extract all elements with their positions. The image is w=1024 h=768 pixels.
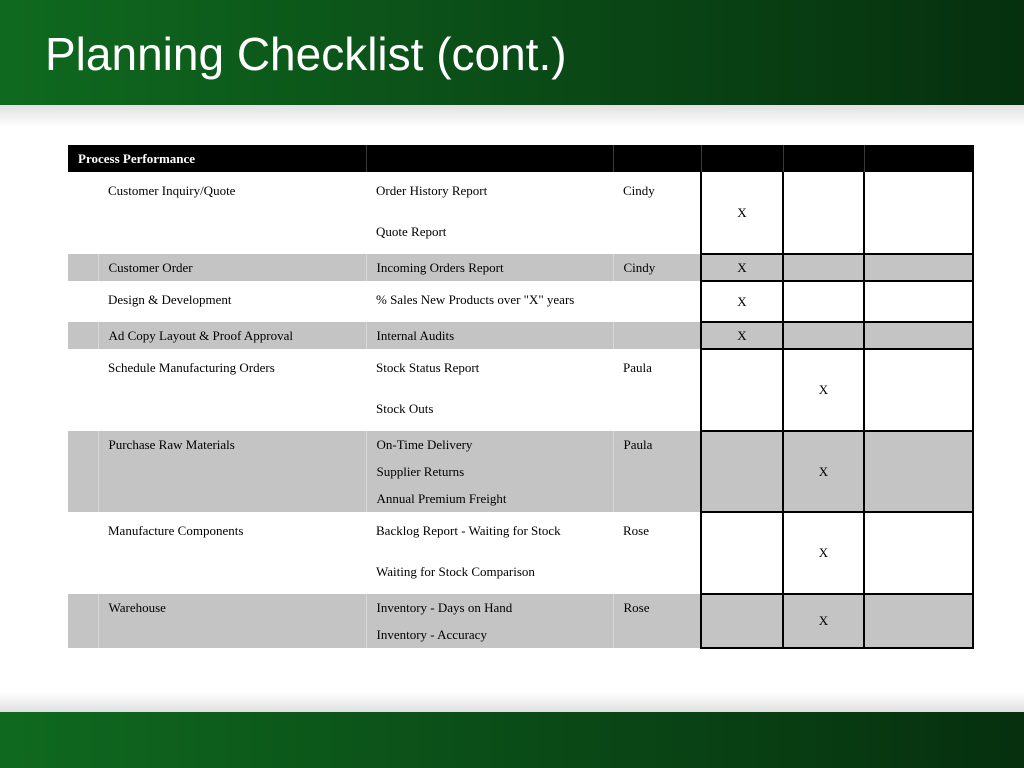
check-cell bbox=[864, 349, 973, 431]
indent-cell bbox=[68, 594, 98, 621]
report-cell: Stock Status Report bbox=[376, 360, 480, 375]
process-cell bbox=[98, 485, 366, 512]
report-cell: Order History Report bbox=[376, 183, 488, 198]
table-row bbox=[68, 254, 973, 281]
footer-shadow bbox=[0, 692, 1024, 712]
process-cell bbox=[98, 621, 366, 648]
header-cell bbox=[783, 145, 864, 172]
report-cell: Waiting for Stock Comparison bbox=[376, 564, 535, 579]
report-cell: Internal Audits bbox=[366, 322, 613, 349]
report-cell: Inventory - Accuracy bbox=[366, 621, 613, 648]
indent-cell bbox=[68, 485, 98, 512]
section-header-row bbox=[68, 145, 973, 172]
report-cell: Supplier Returns bbox=[366, 458, 613, 485]
process-cell: Customer Order bbox=[98, 254, 366, 281]
check-mark-cell: X bbox=[701, 172, 783, 254]
owner-cell bbox=[613, 322, 701, 349]
process-cell: Design & Development bbox=[108, 292, 232, 307]
title-bar bbox=[0, 0, 1024, 105]
process-cell: Manufacture Components bbox=[108, 523, 244, 538]
table-row bbox=[68, 431, 973, 458]
owner-cell: Cindy bbox=[623, 183, 655, 198]
report-cell: Inventory - Days on Hand bbox=[366, 594, 613, 621]
check-cell bbox=[864, 594, 973, 648]
check-cell bbox=[864, 254, 973, 281]
report-cell: Incoming Orders Report bbox=[366, 254, 613, 281]
indent-cell bbox=[68, 322, 98, 349]
table-row bbox=[68, 349, 973, 390]
check-cell bbox=[701, 349, 783, 431]
process-cell: Schedule Manufacturing Orders bbox=[108, 360, 275, 375]
planning-checklist-table bbox=[68, 145, 974, 649]
report-cell: Stock Outs bbox=[376, 401, 434, 416]
header-cell bbox=[864, 145, 973, 172]
owner-cell bbox=[613, 553, 701, 594]
section-header: Process Performance bbox=[68, 145, 366, 172]
check-cell bbox=[783, 322, 864, 349]
owner-cell bbox=[613, 485, 701, 512]
indent-cell bbox=[68, 431, 98, 458]
check-mark-cell: X bbox=[701, 254, 783, 281]
check-cell bbox=[783, 254, 864, 281]
owner-cell: Rose bbox=[623, 523, 649, 538]
process-cell bbox=[98, 390, 366, 431]
check-cell bbox=[783, 281, 864, 322]
owner-cell: Paula bbox=[623, 360, 652, 375]
check-cell bbox=[701, 594, 783, 648]
indent-cell bbox=[68, 512, 98, 553]
indent-cell bbox=[68, 621, 98, 648]
title-shadow bbox=[0, 105, 1024, 127]
table-row bbox=[68, 281, 973, 322]
indent-cell bbox=[68, 390, 98, 431]
check-mark-cell: X bbox=[701, 322, 783, 349]
check-cell bbox=[864, 172, 973, 254]
indent-cell bbox=[68, 281, 98, 322]
table-row bbox=[68, 512, 973, 553]
header-cell bbox=[701, 145, 783, 172]
check-mark-cell: X bbox=[783, 594, 864, 648]
process-cell: Warehouse bbox=[98, 594, 366, 621]
check-cell bbox=[864, 431, 973, 512]
report-cell: Backlog Report - Waiting for Stock bbox=[376, 523, 561, 538]
table-row bbox=[68, 594, 973, 621]
owner-cell bbox=[613, 390, 701, 431]
owner-cell: Cindy bbox=[613, 254, 701, 281]
owner-cell bbox=[613, 621, 701, 648]
process-cell: Ad Copy Layout & Proof Approval bbox=[98, 322, 366, 349]
process-cell bbox=[98, 213, 366, 254]
indent-cell bbox=[68, 172, 98, 213]
indent-cell bbox=[68, 553, 98, 594]
owner-cell bbox=[613, 281, 701, 322]
footer-bar bbox=[0, 712, 1024, 768]
report-cell: % Sales New Products over "X" years bbox=[376, 292, 575, 307]
process-cell: Purchase Raw Materials bbox=[98, 431, 366, 458]
check-cell bbox=[701, 512, 783, 594]
report-cell: On-Time Delivery bbox=[366, 431, 613, 458]
owner-cell bbox=[613, 213, 701, 254]
check-cell bbox=[701, 431, 783, 512]
table-row bbox=[68, 322, 973, 349]
slide-title: Planning Checklist (cont.) bbox=[45, 28, 567, 80]
process-cell bbox=[98, 458, 366, 485]
check-mark-cell: X bbox=[701, 281, 783, 322]
owner-cell: Rose bbox=[613, 594, 701, 621]
indent-cell bbox=[68, 458, 98, 485]
check-mark-cell: X bbox=[783, 349, 864, 431]
check-cell bbox=[864, 512, 973, 594]
process-cell: Customer Inquiry/Quote bbox=[108, 183, 236, 198]
check-mark-cell: X bbox=[783, 431, 864, 512]
check-mark-cell: X bbox=[783, 512, 864, 594]
process-cell bbox=[98, 553, 366, 594]
header-cell bbox=[613, 145, 701, 172]
check-cell bbox=[864, 281, 973, 322]
table-row bbox=[68, 172, 973, 213]
indent-cell bbox=[68, 254, 98, 281]
check-cell bbox=[783, 172, 864, 254]
report-cell: Annual Premium Freight bbox=[366, 485, 613, 512]
check-cell bbox=[864, 322, 973, 349]
indent-cell bbox=[68, 213, 98, 254]
indent-cell bbox=[68, 349, 98, 390]
owner-cell: Paula bbox=[613, 431, 701, 458]
report-cell: Quote Report bbox=[376, 224, 447, 239]
header-cell bbox=[366, 145, 613, 172]
owner-cell bbox=[613, 458, 701, 485]
